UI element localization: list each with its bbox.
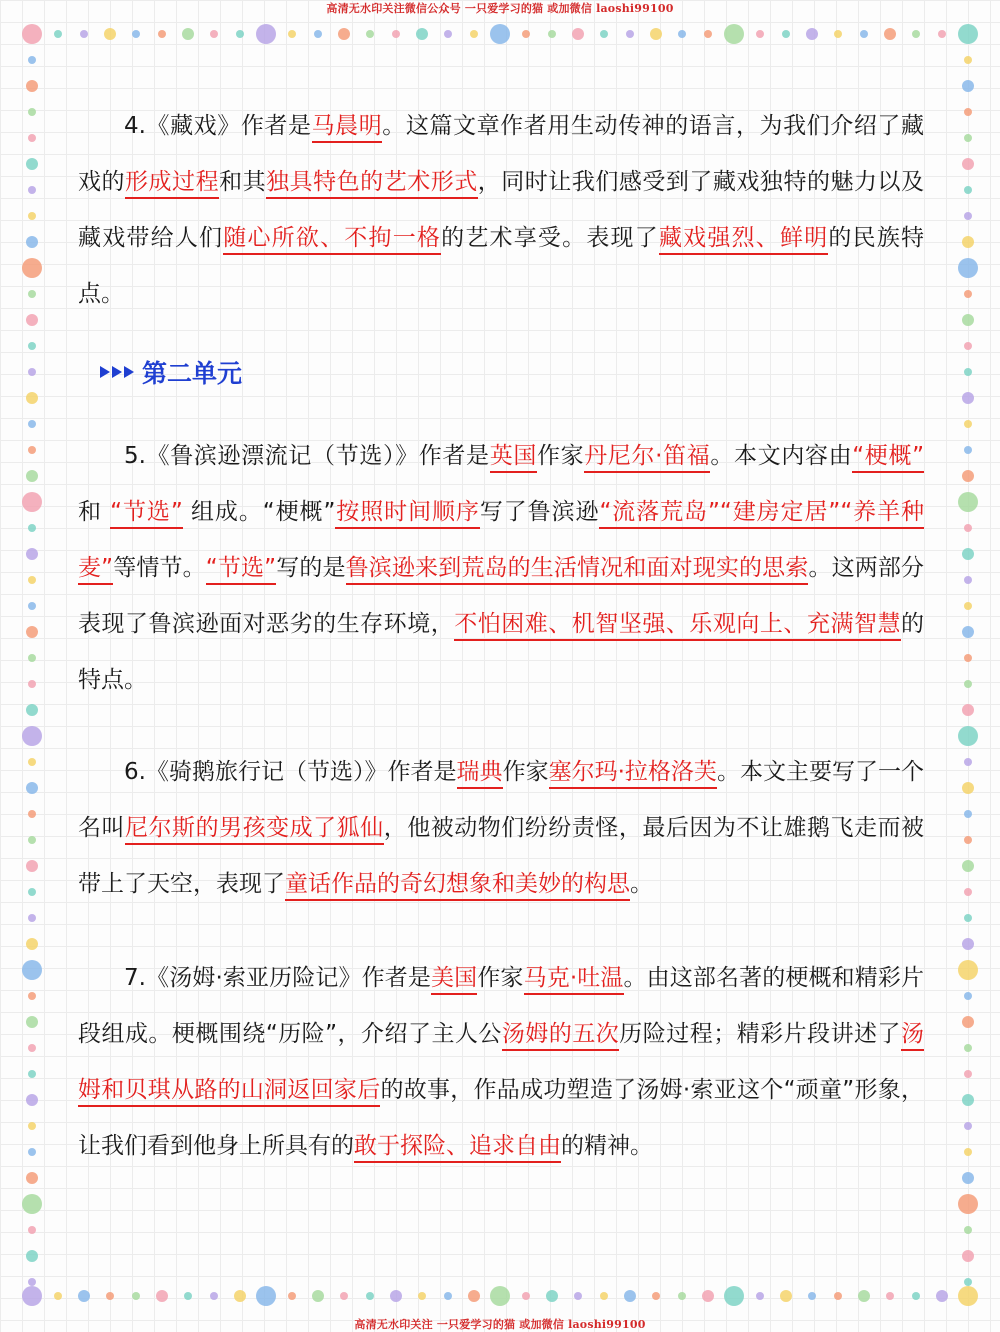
paragraph-text: 的精神。 [561,1133,653,1159]
border-dot [962,80,974,92]
border-dot [962,1094,974,1106]
border-dot [964,56,972,64]
border-dot [314,30,322,38]
border-dot [704,30,712,38]
border-dot [22,960,42,980]
border-dot [964,446,972,454]
border-dot [22,726,42,746]
border-dot [26,392,38,404]
border-dot [256,24,276,44]
border-dot [964,602,972,610]
border-dot [962,1250,974,1262]
border-dot [964,420,972,428]
border-dot [964,992,972,1000]
triple-right-arrow-icon [100,366,136,378]
border-dot [860,30,868,38]
paragraph-text: 组成。“梗概” [182,499,336,525]
border-dot [884,28,896,40]
paragraph-text: 5.《鲁滨逊漂流记（节选）》作者是 [124,443,490,469]
border-dot [444,1292,452,1300]
border-dot [26,860,38,872]
border-dot [724,24,744,44]
border-dot [26,548,38,560]
border-dot [80,30,88,38]
border-dot [22,24,42,44]
border-dot [26,1016,38,1028]
paragraph-text: 。本文主要写了一个名叫 [78,759,925,841]
border-dot [418,1292,426,1300]
border-dot [28,1278,36,1286]
border-dot [28,576,36,584]
border-dot [624,1290,636,1302]
border-dot [470,30,478,38]
highlighted-keyword: 藏戏强烈、鲜明 [659,225,828,255]
border-dot [444,30,452,38]
border-dot [600,30,608,38]
border-dot [22,1286,42,1306]
border-dot [936,1290,948,1302]
paragraph-text: 作家 [502,759,549,785]
border-dot [962,1016,974,1028]
border-dot [650,28,662,40]
border-dot [28,810,36,818]
highlighted-keyword: 美国 [431,965,477,995]
border-dot [28,420,36,428]
border-dot [28,1148,36,1156]
border-dot [912,1292,920,1300]
border-dot [962,392,974,404]
border-dot [548,30,556,38]
border-dot [28,56,36,64]
paragraph-text: 7.《汤姆·索亚历险记》作者是 [124,965,432,991]
border-dot [26,1250,38,1262]
paragraph-text: 和其 [219,169,267,195]
paragraph-text: ，同时让我们感受到了藏戏独特的魅力以及藏戏带给人们 [78,169,925,251]
border-dot [522,1292,530,1300]
border-dot [26,938,38,950]
border-dot [28,1070,36,1078]
paragraph-text: 6.《骑鹅旅行记（节选）》作者是 [124,759,457,785]
border-dot [834,30,842,38]
border-dot [964,888,972,896]
border-dot [958,726,978,746]
border-dot [26,470,38,482]
border-dot [22,258,42,278]
highlighted-keyword: 敢于探险、追求自由 [354,1133,561,1163]
border-dot [626,30,634,38]
watermark-top: 高清无水印关注微信公众号 一只爱学习的猫 或加微信 laoshi99100 [326,2,674,15]
border-dot [964,108,972,116]
border-dot [106,1292,114,1300]
border-dot [26,158,38,170]
border-dot [958,24,978,44]
border-dot [416,28,428,40]
border-dot [490,1286,510,1306]
border-dot [962,548,974,560]
paragraph-text: 的艺术享受。表现了 [441,225,659,251]
border-dot [104,28,116,40]
border-dot [756,30,764,38]
border-dot [132,30,140,38]
highlighted-keyword: “流落荒岛”“建房定居”“养羊种麦” [78,499,924,585]
highlighted-keyword: 英国 [490,443,537,473]
highlighted-keyword: 丹尼尔·笛福 [584,443,710,473]
border-dot [288,1292,296,1300]
border-dot [26,236,38,248]
border-dot [26,626,38,638]
border-dot [962,470,974,482]
highlighted-keyword: 随心所欲、不拘一格 [223,225,441,255]
border-dot [54,1292,62,1300]
border-dot [22,1194,42,1214]
unit-title: 第二单元 [142,359,243,388]
paragraph-text: 作家 [536,443,585,469]
border-dot [182,28,194,40]
border-dot [958,1286,978,1306]
border-dot [28,1044,36,1052]
border-dot [132,1292,140,1300]
highlighted-keyword: 鲁滨逊来到荒岛的生活情况和面对现实的思索 [346,555,809,585]
highlighted-keyword: 汤姆的五次 [502,1021,619,1051]
paragraph-5-robinson [78,428,924,708]
border-dot [28,758,36,766]
highlighted-keyword: 按照时间顺序 [335,499,479,529]
border-dot [26,1172,38,1184]
border-dot [234,1290,246,1302]
border-dot [958,258,978,278]
border-dot [28,1122,36,1130]
border-dot [28,888,36,896]
border-dot [834,1292,842,1300]
border-dot [964,524,972,532]
border-dot [964,342,972,350]
border-dot [28,654,36,662]
border-dot [962,236,974,248]
highlighted-keyword: 瑞典 [457,759,503,789]
border-dot [340,1292,348,1300]
border-dot [28,212,36,220]
paragraph-text: 的故事，作品成功塑造了汤姆·索亚这个“顽童”形象，让我们看到他身上所具有的 [78,1077,924,1159]
highlighted-keyword: “梗概” [852,443,924,473]
paragraph-text: 等情节。 [113,555,206,581]
paragraph-text: 。这篇文章作者用生动传神的语言，为我们介绍了藏戏的 [78,113,924,195]
unit-header [100,352,924,392]
border-dot [964,368,972,376]
border-dot [958,960,978,980]
border-dot [490,24,510,44]
border-dot [210,30,218,38]
border-dot [28,524,36,532]
paragraph-text: 。由这部名著的梗概和精彩片段组成。梗概围绕“历险”，介绍了主人公 [78,965,925,1047]
paragraph-text: 作家 [477,965,524,991]
border-dot [28,368,36,376]
border-dot [522,30,530,38]
border-dot [964,134,972,142]
paragraph-7-tom-sawyer [78,950,924,1174]
border-dot [958,492,978,512]
border-dot [288,30,296,38]
border-dot [158,30,166,38]
paragraph-text: 的特点。 [78,611,925,693]
highlighted-keyword: 尼尔斯的男孩变成了狐仙 [125,815,384,845]
border-dot [780,1290,792,1302]
border-dot [964,1044,972,1052]
border-dot [962,626,974,638]
border-dot [962,314,974,326]
border-dot [366,1292,374,1300]
border-dot [54,30,62,38]
border-dot [184,1292,192,1300]
border-dot [886,1292,894,1300]
border-dot [964,186,972,194]
border-dot [938,30,946,38]
paragraph-text: 。这两部分表现了鲁滨逊面对恶劣的生存环境， [78,555,925,637]
border-dot [468,1290,480,1302]
highlighted-keyword: 不怕困难、机智坚强、乐观向上、充满智慧 [454,611,901,641]
border-dot [964,1122,972,1130]
border-dot [702,1290,714,1302]
border-dot [962,704,974,716]
highlighted-keyword: 汤姆和贝琪从路的山洞返回家后 [78,1021,924,1107]
border-dot [256,1286,276,1306]
border-dot [28,836,36,844]
border-dot [964,1226,972,1234]
border-dot [962,782,974,794]
border-dot [312,1290,324,1302]
paragraph-text: ，他被动物们纷纷责怪，最后因为不让雄鹅飞走而被带上了天空，表现了 [78,815,925,897]
border-dot [210,1292,218,1300]
border-dot [390,1290,402,1302]
border-dot [28,992,36,1000]
border-dot [236,30,244,38]
paragraph-text: 写的是 [276,555,346,581]
border-dot [572,28,584,40]
border-dot [678,1292,686,1300]
paragraph-text: 的民族特点。 [78,225,925,307]
border-dot [26,704,38,716]
paragraph-text: 。本文内容由 [710,443,853,469]
highlighted-keyword: “节选” [206,555,276,585]
border-dot [782,30,790,38]
border-dot [806,28,818,40]
border-dot [652,1292,660,1300]
paragraph-6-nils [78,744,924,912]
border-dot [574,1292,582,1300]
study-notes-content [78,98,924,1174]
paragraph-text: 4.《藏戏》作者是 [124,113,312,139]
border-dot [26,80,38,92]
border-dot [962,860,974,872]
border-dot [964,758,972,766]
border-dot [808,1292,816,1300]
highlighted-keyword: 马晨明 [312,113,383,143]
border-dot [338,28,350,40]
paragraph-text: 。 [630,871,653,897]
border-dot [858,1290,870,1302]
highlighted-keyword: 独具特色的艺术形式 [266,169,478,199]
border-dot [678,30,686,38]
paragraph-text: 和 [78,499,111,525]
border-dot [28,108,36,116]
border-dot [28,134,36,142]
border-dot [22,492,42,512]
border-dot [26,782,38,794]
border-dot [26,1094,38,1106]
border-dot [28,602,36,610]
border-dot [964,290,972,298]
border-dot [964,1148,972,1156]
border-dot [964,914,972,922]
highlighted-keyword: 塞尔玛·拉格洛芙 [549,759,717,789]
border-dot [26,314,38,326]
border-dot [156,1290,168,1302]
border-dot [964,654,972,662]
paragraph-text: 历险过程；精彩片段讲述了 [619,1021,901,1047]
border-dot [964,836,972,844]
border-dot [964,1278,972,1286]
border-dot [958,1194,978,1214]
border-dot [28,186,36,194]
border-dot [28,1226,36,1234]
border-dot [962,938,974,950]
border-dot [756,1292,764,1300]
border-dot [28,342,36,350]
paragraph-4-zangxi [78,98,924,322]
border-dot [964,810,972,818]
border-dot [724,1286,744,1306]
watermark-bottom: 高清无水印关注 一只爱学习的猫 或加微信 laoshi99100 [354,1318,646,1331]
highlighted-keyword: “节选” [110,499,183,529]
border-dot [964,576,972,584]
highlighted-keyword: 童话作品的奇幻想象和美妙的构思 [285,871,630,901]
border-dot [962,1172,974,1184]
border-dot [366,30,374,38]
border-dot [912,30,920,38]
paragraph-text: 写了鲁滨逊 [479,499,600,525]
border-dot [28,914,36,922]
border-dot [962,158,974,170]
highlighted-keyword: 马克·吐温 [524,965,624,995]
border-dot [78,1290,90,1302]
border-dot [28,446,36,454]
border-dot [392,30,400,38]
border-dot [600,1292,608,1300]
border-dot [28,680,36,688]
highlighted-keyword: 形成过程 [125,169,219,199]
border-dot [964,680,972,688]
border-dot [964,1070,972,1078]
border-dot [964,212,972,220]
border-dot [28,290,36,298]
border-dot [546,1290,558,1302]
